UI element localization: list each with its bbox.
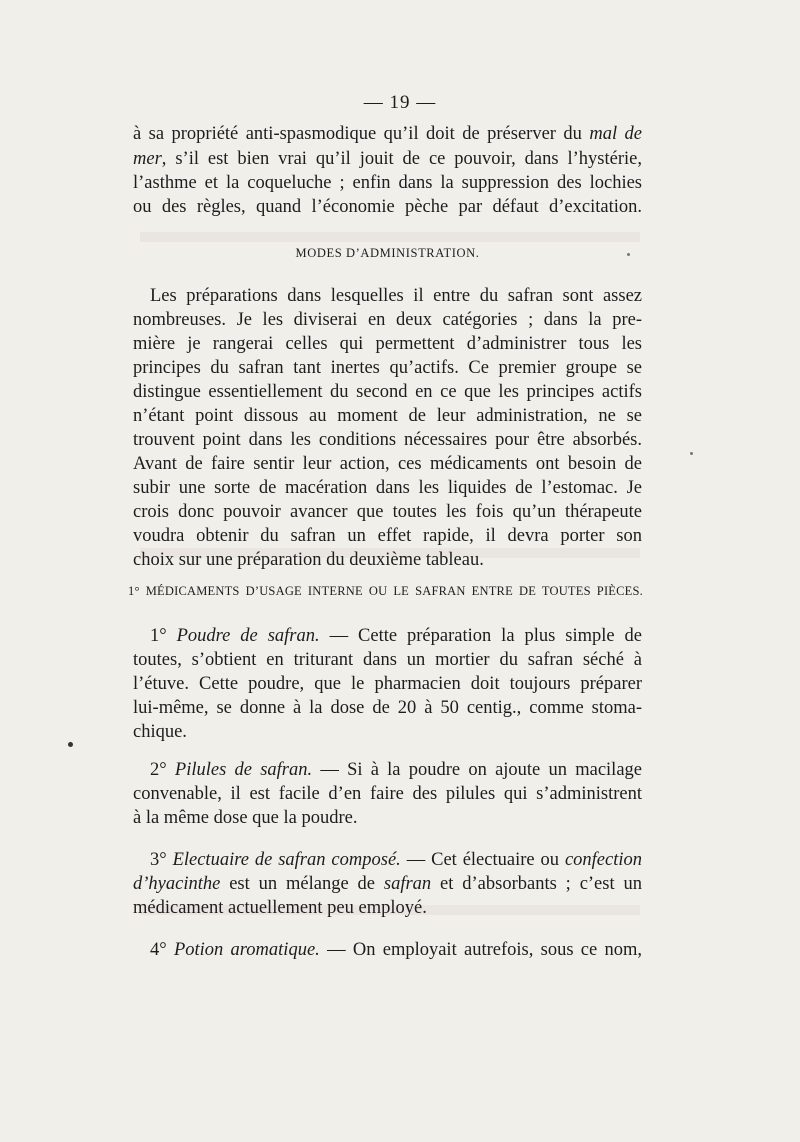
text-line: voudra obtenir du safran un effet rapide, il devra porter son [133,526,642,546]
section-heading: 1° MÉDICAMENTS D’USAGE INTERNE OU LE SAFRAN ENTRE DE TOUTES PIÈCES. [128,584,643,598]
text-line: médicament actuellement peu employé. [133,898,427,918]
text-line: Les préparations dans lesquelles il entre du safran sont assez [150,286,642,306]
text-line: mer, s’il est bien vrai qu’il jouit de ce pouvoir, dans l’hystérie, [133,149,642,169]
text-line: d’hyacinthe est un mélange de safran et d’absorbants ; c’est un [133,874,642,894]
text-line: Avant de faire sentir leur action, ces médicaments ont besoin de [133,454,642,474]
text-line: trouvent point dans les conditions nécessaires pour être absorbés. [133,430,642,450]
list-item: 4° Potion aromatique. — On employait autrefois, sous ce nom, [150,940,643,960]
show-through-shadow [140,232,640,242]
section-heading: MODES D’ADMINISTRATION. [295,246,480,260]
text-line: toutes, s’obtient en triturant dans un mortier du safran séché à [133,650,642,670]
text-line: l’étuve. Cette poudre, que le pharmacien doit toujours préparer [133,674,642,694]
margin-mark [68,742,73,747]
list-item: 2° Pilules de safran. — Si à la poudre on ajoute un macilage [150,760,642,780]
text-line: mière je rangerai celles qui permettent d’administrer tous les [133,334,642,354]
text-line: convenable, il est facile d’en faire des pilules qui s’administrent [133,784,642,804]
text-line: lui-même, se donne à la dose de 20 à 50 centig., comme stoma- [133,698,642,718]
text-line: subir une sorte de macération dans les liquides de l’estomac. Je [133,478,642,498]
list-item: 1° Poudre de safran. — Cette préparation la plus simple de [150,626,642,646]
text-line: nombreuses. Je les diviserai en deux catégories ; dans la pre- [133,310,642,330]
text-line: l’asthme et la coqueluche ; enfin dans la suppression des lochies [133,173,642,193]
page-number: — 19 — [363,92,437,113]
text-line: crois donc pouvoir avancer que toutes les fois qu’un thérapeute [133,502,642,522]
text-line: ou des règles, quand l’économie pèche par défaut d’excitation. [133,197,642,217]
paper-speck [690,452,693,455]
text-line: principes du safran tant inertes qu’actifs. Ce premier groupe se [133,358,642,378]
text-line: à la même dose que la poudre. [133,808,358,828]
list-item: 3° Electuaire de safran composé. — Cet électuaire ou confection [150,850,642,870]
paper-speck [627,253,630,256]
text-line: n’étant point dissous au moment de leur administration, ne se [133,406,642,426]
text-line: chique. [133,722,187,742]
text-line: choix sur une préparation du deuxième tableau. [133,550,484,570]
text-line: distingue essentiellement du second en ce que les principes actifs [133,382,642,402]
text-line: à sa propriété anti-spasmodique qu’il doit de préserver du mal de [133,124,642,144]
